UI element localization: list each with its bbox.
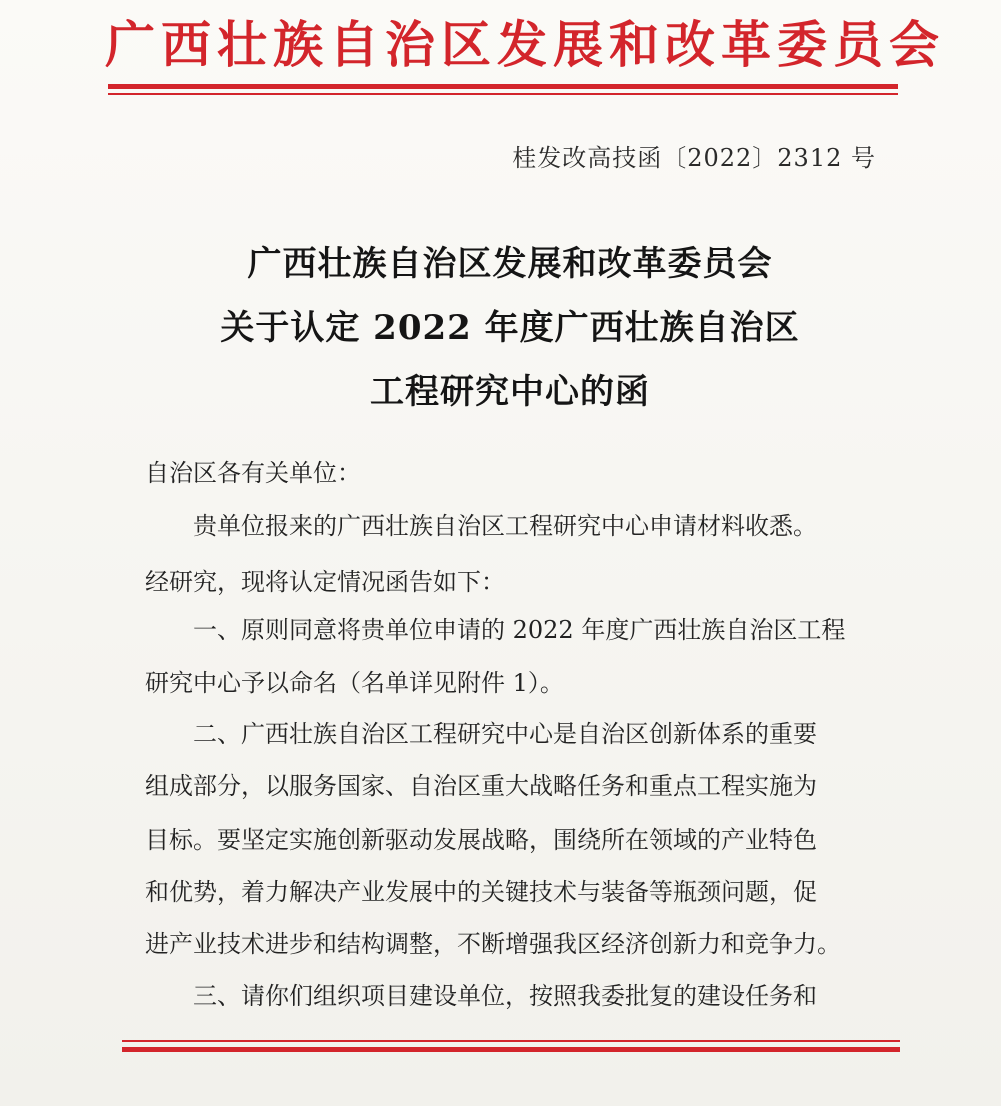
letterhead-title: 广西壮族自治区发展和改革委员会 <box>105 15 945 74</box>
body-line: 二、广西壮族自治区工程研究中心是自治区创新体系的重要 <box>193 720 817 748</box>
body-line: 三、请你们组织项目建设单位，按照我委批复的建设任务和 <box>193 982 817 1010</box>
body-line: 目标。要坚定实施创新驱动发展战略，围绕所在领域的产业特色 <box>145 826 817 854</box>
title-line-3: 工程研究中心的函 <box>370 372 650 412</box>
footer-red-rule-thick <box>122 1047 900 1052</box>
document-title <box>120 232 900 424</box>
body-line: 研究中心予以命名（名单详见附件 1）。 <box>145 669 564 697</box>
salutation: 自治区各有关单位： <box>145 459 361 487</box>
document-number: 桂发改高技函〔2022〕2312 号 <box>512 144 876 172</box>
footer-red-rule-thin <box>122 1040 900 1042</box>
title-line-1: 广西壮族自治区发展和改革委员会 <box>247 244 773 284</box>
body-line: 贵单位报来的广西壮族自治区工程研究中心申请材料收悉。 <box>193 512 817 540</box>
body-line: 进产业技术进步和结构调整，不断增强我区经济创新力和竞争力。 <box>145 930 841 958</box>
body-line: 经研究，现将认定情况函告如下： <box>145 568 505 596</box>
letterhead-red-rule-thin <box>108 93 898 95</box>
letterhead-red-rule-thick <box>108 84 898 89</box>
body-line: 一、原则同意将贵单位申请的 2022 年度广西壮族自治区工程 <box>193 616 846 644</box>
body-line: 和优势，着力解决产业发展中的关键技术与装备等瓶颈问题，促 <box>145 878 817 906</box>
body-line: 组成部分，以服务国家、自治区重大战略任务和重点工程实施为 <box>145 772 817 800</box>
title-line-2: 关于认定 2022 年度广西壮族自治区 <box>220 308 800 348</box>
